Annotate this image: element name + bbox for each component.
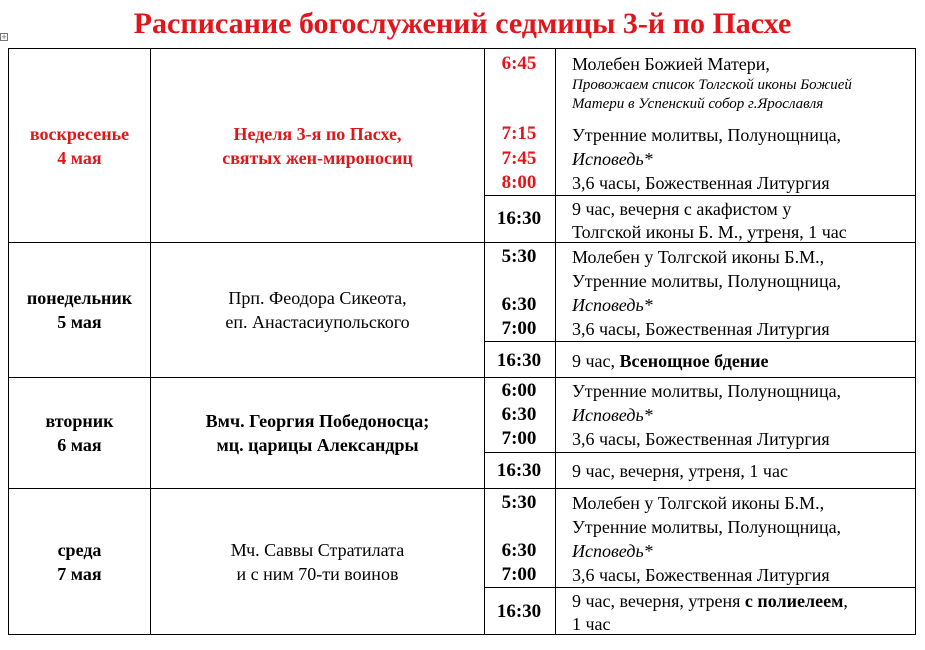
service-time: 6:30 <box>501 540 537 561</box>
feast-cell <box>151 378 484 488</box>
feast-line: Прп. Феодора Сикеота, <box>228 288 407 308</box>
service-time: 7:45 <box>501 148 537 169</box>
service-text: Молебен у Толгской иконы Б.М., <box>572 493 825 513</box>
feast-line: Неделя 3-я по Пасхе, <box>233 123 402 144</box>
day-date: 4 мая <box>57 147 102 168</box>
feast-line: Мч. Саввы Стратилата <box>230 539 405 560</box>
day-date: 6 мая <box>57 435 102 455</box>
evening-time: 16:30 <box>496 601 542 622</box>
service-text: Утренние молитвы, Полунощница, <box>572 125 842 145</box>
day-cell <box>9 243 150 377</box>
service-time: 8:00 <box>501 172 537 193</box>
day-name: понедельник <box>26 288 133 308</box>
service-note: Провожаем список Толгской иконы Божией <box>572 77 852 93</box>
day-date: 7 мая <box>57 563 102 584</box>
service-text: Утренние молитвы, Полунощница, <box>572 517 842 537</box>
evening-text: 9 час, вечерня, утреня, 1 час <box>572 461 788 481</box>
day-name: среда <box>57 539 102 560</box>
service-text: Молебен Божией Матери, <box>572 54 770 74</box>
table-move-handle-icon[interactable]: + <box>1 33 7 41</box>
service-time: 5:30 <box>501 492 537 513</box>
service-text: 3,6 часы, Божественная Литургия <box>572 319 830 339</box>
service-text: Молебен у Толгской иконы Б.М., <box>572 247 825 267</box>
day-date: 5 мая <box>57 312 102 332</box>
service-time: 7:00 <box>501 318 537 339</box>
feast-line: мц. царицы Александры <box>216 435 419 455</box>
service-text: Исповедь* <box>572 295 653 315</box>
polyeleos-label: с полиелеем <box>744 591 844 611</box>
service-time: 7:00 <box>501 428 537 449</box>
service-text: Утренние молитвы, Полунощница, <box>572 381 842 401</box>
service-time: 6:30 <box>501 294 537 315</box>
evening-text: Толгской иконы Б. М., утреня, 1 час <box>572 222 847 242</box>
evening-time: 16:30 <box>496 208 542 229</box>
service-time: 5:30 <box>501 246 537 267</box>
evening-time: 16:30 <box>496 460 542 481</box>
feast-cell <box>151 489 484 634</box>
feast-line: Вмч. Георгия Победоносца; <box>205 411 430 431</box>
evening-text: 9 час, вечерня с акафистом у <box>572 199 792 219</box>
service-text: Утренние молитвы, Полунощница, <box>572 271 842 291</box>
service-text: 3,6 часы, Божественная Литургия <box>572 429 830 449</box>
evening-time: 16:30 <box>496 350 542 371</box>
evening-text: 1 час <box>572 614 611 634</box>
service-text: 3,6 часы, Божественная Литургия <box>572 565 830 585</box>
feast-line: еп. Анастасиупольского <box>225 312 410 332</box>
feast-cell <box>151 243 484 377</box>
day-name: вторник <box>45 411 114 431</box>
service-time: 6:00 <box>501 380 537 401</box>
evening-text: 9 час, вечерня, утреня с полиелеем, <box>572 591 848 611</box>
service-text: Исповедь* <box>572 405 653 425</box>
evening-text: 9 час, Всенощное бдение <box>572 351 769 371</box>
day-cell <box>9 378 150 488</box>
service-text: Исповедь* <box>572 149 653 169</box>
service-time: 6:30 <box>501 404 537 425</box>
feast-cell <box>151 49 484 242</box>
service-text: 3,6 часы, Божественная Литургия <box>572 173 830 193</box>
page-title: Расписание богослужений седмицы 3-й по Пасхе <box>133 7 792 40</box>
service-note: Матери в Успенский собор г.Ярославля <box>572 96 824 112</box>
feast-line: святых жен-мироносиц <box>222 147 413 168</box>
service-text: Исповедь* <box>572 541 653 561</box>
feast-line: и с ним 70-ти воинов <box>236 563 399 584</box>
vigil-label: Всенощное бдение <box>619 351 769 371</box>
day-name: воскресенье <box>29 123 130 144</box>
day-cell <box>9 489 150 634</box>
service-time: 6:45 <box>501 53 537 74</box>
service-time: 7:15 <box>501 123 537 144</box>
day-cell <box>9 49 150 242</box>
service-time: 7:00 <box>501 564 537 585</box>
